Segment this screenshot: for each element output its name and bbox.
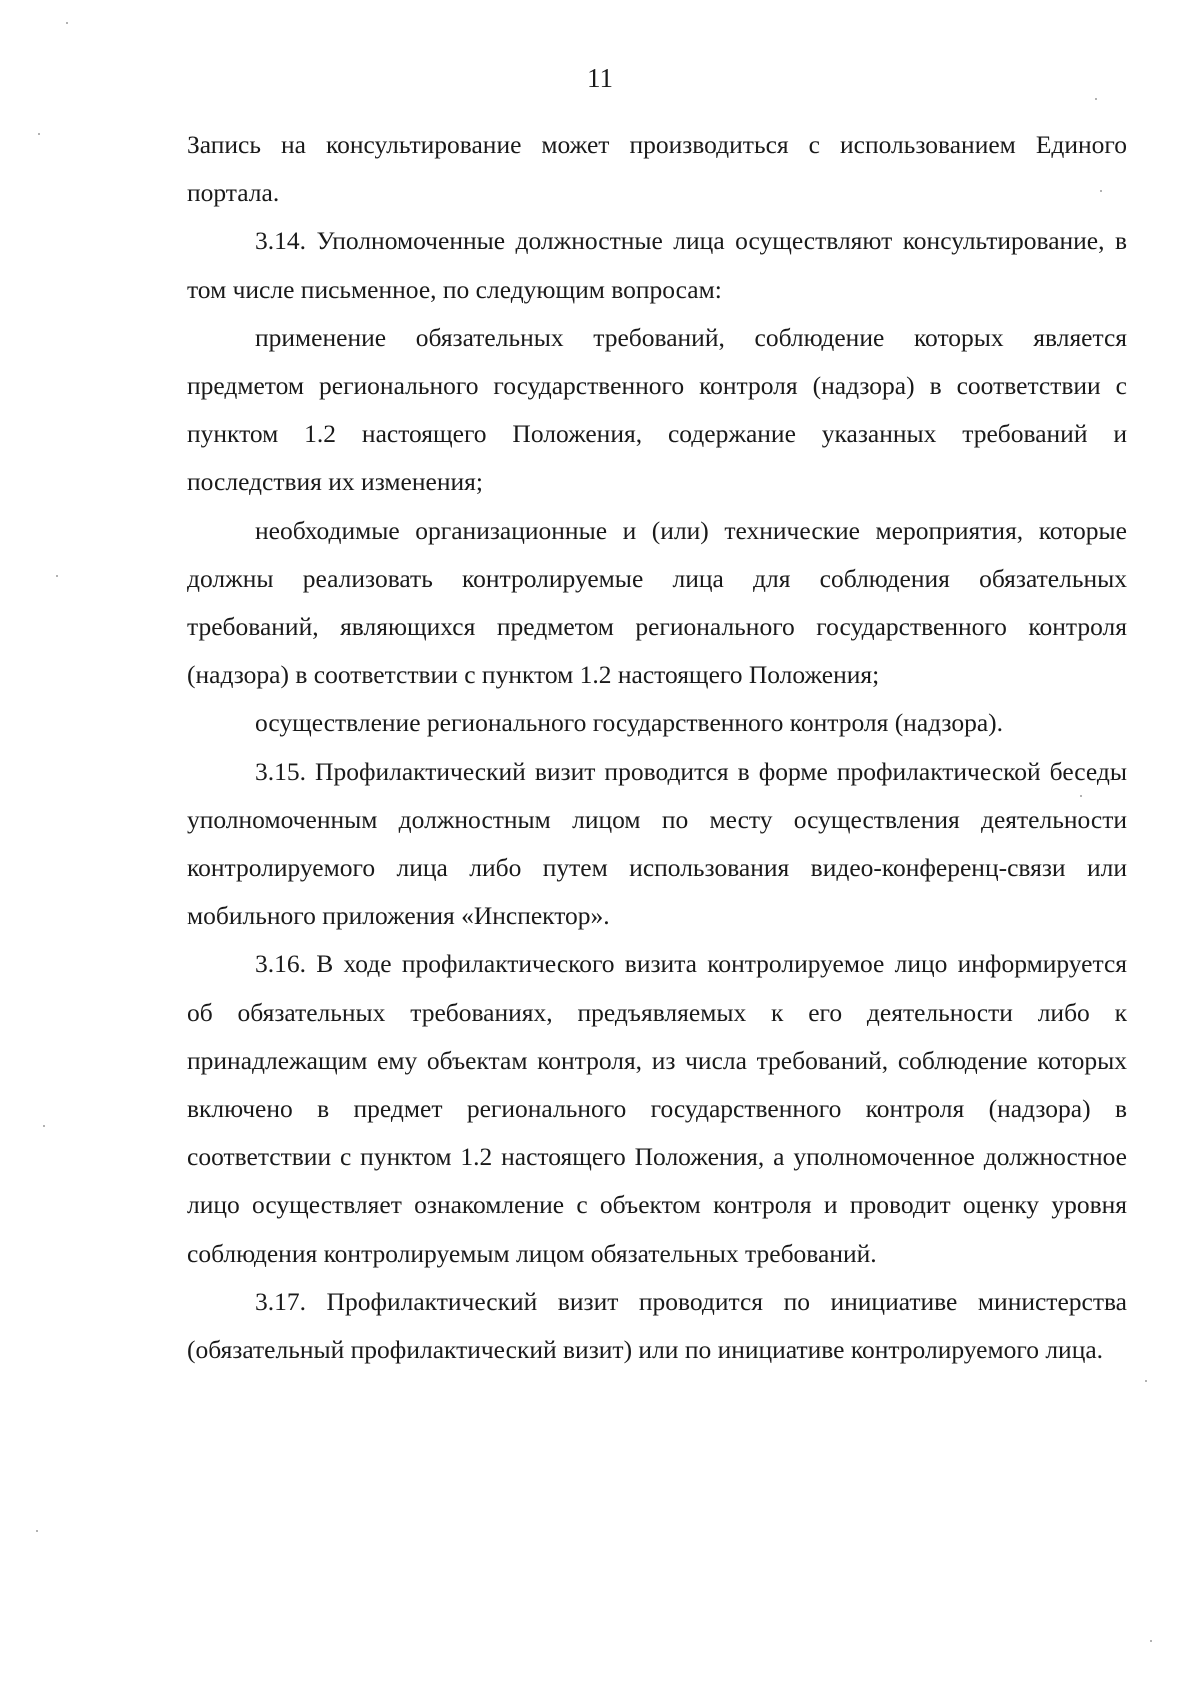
scan-speck	[36, 1530, 38, 1532]
paragraph-consultation-booking: Запись на консультирование может производиться с использованием Единого портала.	[187, 130, 1127, 208]
paragraph-3-17: 3.17. Профилактический визит проводится по инициативе министерства (обязательный профилактический визит) или по инициативе контролируемого лица.	[187, 1286, 1127, 1365]
paragraph-control-implementation: осуществление регионального государственного контроля (надзора).	[255, 708, 1004, 738]
scan-speck	[1095, 98, 1097, 100]
scan-speck	[56, 575, 58, 577]
scan-speck	[1145, 1380, 1147, 1382]
scan-speck	[43, 1125, 45, 1127]
paragraph-3-14: 3.14. Уполномоченные должностные лица осуществляют консультирование, в том числе письменное, по следующим вопросам:	[187, 226, 1127, 304]
paragraph-3-15: 3.15. Профилактический визит проводится в форме профилактической беседы уполномоченным должностным лицом по месту осуществления деятельности контролируемого лица либо путем использования видео-конференц-связи или мобильного приложения «Инспектор».	[187, 756, 1127, 931]
scan-speck	[38, 133, 40, 135]
document-body	[187, 121, 1127, 1374]
page-number: 11	[587, 63, 613, 93]
scan-speck	[1100, 190, 1102, 192]
paragraph-3-16: 3.16. В ходе профилактического визита контролируемое лицо информируется об обязательных требованиях, предъявляемых к его деятельности либо к принадлежащим ему объектам контроля, из числа требований, соблюдение которых включено в предмет регионального государственного контроля (надзора) в соответствии с пунктом 1.2 настоящего Положения, а уполномоченное должностное лицо осуществляет ознакомление с объектом контроля и проводит оценку уровня соблюдения контролируемым лицом обязательных требований.	[187, 949, 1127, 1268]
scan-speck	[1150, 1640, 1152, 1642]
paragraph-necessary-measures: необходимые организационные и (или) технические мероприятия, которые должны реализовать контролируемые лица для соблюдения обязательных требований, являющихся предметом регионального государственного контроля (надзора) в соответствии с пунктом 1.2 настоящего Положения;	[187, 515, 1127, 690]
scan-speck	[66, 22, 68, 24]
paragraph-mandatory-requirements: применение обязательных требований, соблюдение которых является предметом регионального государственного контроля (надзора) в соответствии с пунктом 1.2 настоящего Положения, содержание указанных требований и последствия их изменения;	[187, 322, 1127, 497]
scan-speck	[1080, 795, 1082, 797]
